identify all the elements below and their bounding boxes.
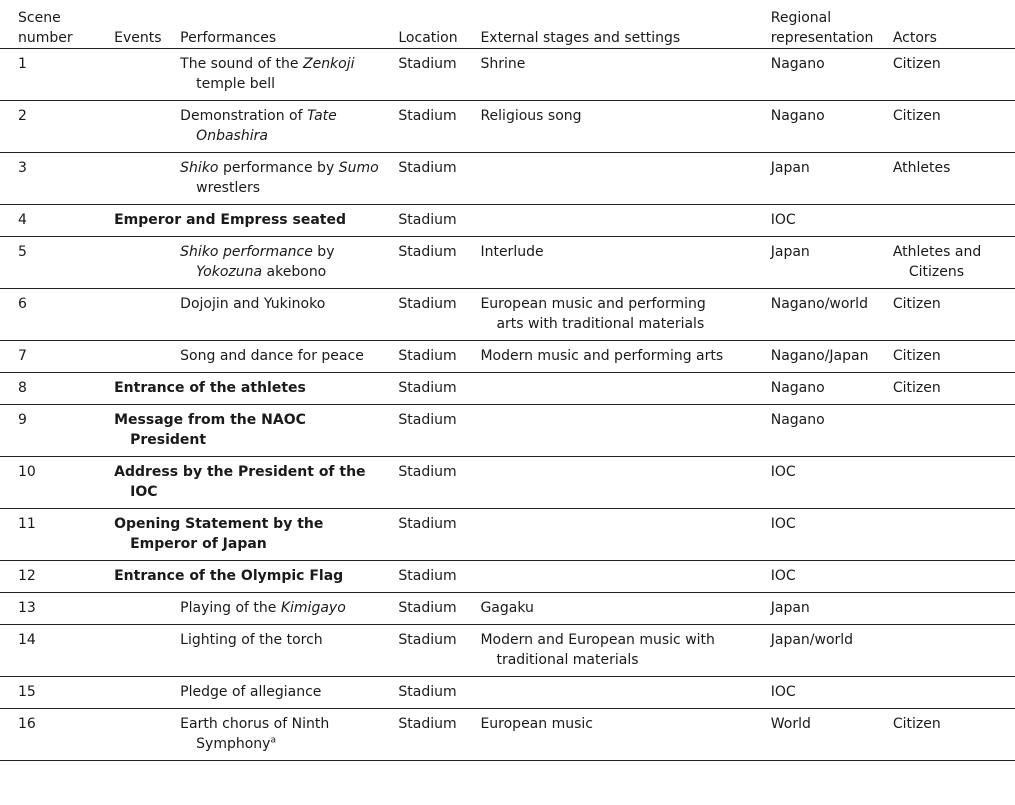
table-row: [0, 457, 1015, 509]
cell-scene-number-text: 2: [18, 108, 27, 124]
cell-performance-text: Song and dance for peace: [180, 348, 364, 364]
cell-regional-representation-text: Nagano/world: [770, 296, 868, 312]
cell-scene-number-text: 5: [18, 244, 27, 260]
cell-regional-representation-text: Nagano: [770, 412, 825, 428]
cell-regional-representation: [771, 341, 893, 373]
cell-performance: [180, 289, 398, 341]
cell-event: [114, 341, 180, 373]
cell-regional-representation: [771, 373, 893, 405]
cell-regional-representation: [771, 625, 893, 677]
cell-location: [398, 457, 480, 509]
cell-regional-representation-text: Japan: [770, 160, 810, 176]
cell-actors-text: Citizen: [892, 348, 941, 364]
cell-location: [398, 289, 480, 341]
cell-regional-representation-text: IOC: [770, 684, 796, 700]
cell-location-text: Stadium: [398, 632, 457, 648]
cell-actors: [893, 153, 1015, 205]
table-body: [0, 49, 1015, 761]
cell-location-text: Stadium: [398, 568, 457, 584]
cell-actors-text: Citizen: [892, 108, 941, 124]
cell-scene-number: [0, 237, 114, 289]
cell-actors: [893, 509, 1015, 561]
cell-external-stage: [480, 561, 770, 593]
cell-scene-number: [0, 405, 114, 457]
cell-location: [398, 625, 480, 677]
cell-regional-representation: [771, 405, 893, 457]
cell-event: [114, 153, 180, 205]
cell-scene-number: [0, 101, 114, 153]
cell-regional-representation-text: World: [770, 716, 811, 732]
cell-external-stage-text: Religious song: [480, 108, 582, 124]
cell-performance-text: Shiko performance by Sumo wrestlers: [180, 160, 379, 196]
cell-performance-text: Earth chorus of Ninth Symphony$^a$: [180, 716, 330, 752]
cell-location: [398, 341, 480, 373]
cell-location-text: Stadium: [398, 108, 457, 124]
cell-actors-text: Citizen: [892, 716, 941, 732]
cell-performance: [180, 625, 398, 677]
cell-scene-number: [0, 153, 114, 205]
cell-scene-number-text: 12: [18, 568, 36, 584]
cell-location: [398, 677, 480, 709]
cell-location: [398, 405, 480, 457]
cell-event: [114, 237, 180, 289]
cell-regional-representation-text: IOC: [770, 464, 796, 480]
cell-scene-number: [0, 677, 114, 709]
cell-regional-representation-text: Japan: [770, 244, 810, 260]
cell-scene-number: [0, 341, 114, 373]
cell-performance: [180, 709, 398, 761]
cell-event: [114, 677, 180, 709]
cell-external-stage: [480, 205, 770, 237]
cell-actors: [893, 205, 1015, 237]
cell-actors-text: Citizen: [892, 296, 941, 312]
cell-location: [398, 561, 480, 593]
cell-actors: [893, 405, 1015, 457]
cell-regional-representation: [771, 709, 893, 761]
cell-location: [398, 153, 480, 205]
cell-location-text: Stadium: [398, 56, 457, 72]
cell-regional-representation: [771, 677, 893, 709]
header-actors: Actors: [892, 30, 937, 46]
cell-regional-representation: [771, 561, 893, 593]
cell-actors-text: Athletes: [892, 160, 951, 176]
cell-scene-number-text: 14: [18, 632, 36, 648]
cell-event-text: Address by the President of the IOC: [114, 464, 366, 500]
cell-location: [398, 373, 480, 405]
cell-performance-text: Lighting of the torch: [180, 632, 323, 648]
cell-external-stage: [480, 101, 770, 153]
cell-location-text: Stadium: [398, 412, 457, 428]
cell-event-text: Emperor and Empress seated: [114, 212, 346, 228]
cell-location-text: Stadium: [398, 160, 457, 176]
cell-regional-representation: [771, 457, 893, 509]
cell-location: [398, 101, 480, 153]
header-row: [0, 0, 1015, 49]
cell-regional-representation: [771, 153, 893, 205]
cell-regional-representation: [771, 237, 893, 289]
table-row: [0, 49, 1015, 101]
cell-performance-text: The sound of the Zenkoji temple bell: [180, 56, 355, 92]
cell-scene-number: [0, 709, 114, 761]
cell-location-text: Stadium: [398, 244, 457, 260]
cell-event: [114, 101, 180, 153]
cell-actors-text: Citizen: [892, 56, 941, 72]
cell-scene-number: [0, 49, 114, 101]
cell-performance: [180, 677, 398, 709]
cell-external-stage: [480, 677, 770, 709]
cell-actors: [893, 289, 1015, 341]
cell-location-text: Stadium: [398, 212, 457, 228]
cell-scene-number: [0, 561, 114, 593]
cell-location-text: Stadium: [398, 296, 457, 312]
cell-performance: [180, 49, 398, 101]
cell-external-stage: [480, 457, 770, 509]
cell-location-text: Stadium: [398, 600, 457, 616]
cell-external-stage: [480, 237, 770, 289]
cell-location-text: Stadium: [398, 464, 457, 480]
cell-performance-text: Shiko performance by Yokozuna akebono: [180, 244, 335, 280]
cell-scene-number-text: 10: [18, 464, 36, 480]
cell-scene-number: [0, 457, 114, 509]
cell-location: [398, 593, 480, 625]
cell-performance: [180, 341, 398, 373]
header-scene-number: Scene number: [18, 10, 73, 46]
cell-regional-representation: [771, 289, 893, 341]
cell-event: [114, 625, 180, 677]
cell-regional-representation: [771, 509, 893, 561]
cell-actors: [893, 49, 1015, 101]
cell-location: [398, 237, 480, 289]
table-row: [0, 593, 1015, 625]
cell-scene-number-text: 3: [18, 160, 27, 176]
table-row: [0, 509, 1015, 561]
cell-external-stage: [480, 709, 770, 761]
cell-scene-number-text: 6: [18, 296, 27, 312]
cell-scene-number-text: 1: [18, 56, 27, 72]
cell-scene-number-text: 8: [18, 380, 27, 396]
table-header: [0, 0, 1015, 49]
header-regional-representation: Regional representation: [770, 10, 874, 46]
cell-location-text: Stadium: [398, 348, 457, 364]
cell-scene-number-text: 9: [18, 412, 27, 428]
table-row: [0, 237, 1015, 289]
cell-actors: [893, 709, 1015, 761]
cell-performance: [180, 153, 398, 205]
cell-regional-representation-text: Nagano/Japan: [770, 348, 869, 364]
cell-external-stage-text: Modern and European music with traditional materials: [480, 632, 715, 668]
table-row: [0, 625, 1015, 677]
table-row: [0, 289, 1015, 341]
cell-actors-text: Citizen: [892, 380, 941, 396]
cell-external-stage: [480, 341, 770, 373]
cell-regional-representation-text: Nagano: [770, 380, 825, 396]
cell-scene-number: [0, 509, 114, 561]
cell-location: [398, 205, 480, 237]
cell-event: [114, 593, 180, 625]
cell-external-stage-text: Modern music and performing arts: [480, 348, 724, 364]
table-row: [0, 373, 1015, 405]
cell-external-stage-text: Interlude: [480, 244, 544, 260]
cell-actors: [893, 625, 1015, 677]
cell-external-stage: [480, 289, 770, 341]
cell-location-text: Stadium: [398, 716, 457, 732]
cell-scene-number-text: 15: [18, 684, 36, 700]
cell-regional-representation: [771, 49, 893, 101]
cell-scene-number: [0, 373, 114, 405]
cell-event-text: Entrance of the Olympic Flag: [114, 568, 344, 584]
cell-location: [398, 509, 480, 561]
cell-event: [114, 457, 398, 509]
table-row: [0, 153, 1015, 205]
header-events: Events: [114, 30, 162, 46]
cell-location: [398, 49, 480, 101]
cell-performance-text: Pledge of allegiance: [180, 684, 322, 700]
table-row: [0, 205, 1015, 237]
cell-regional-representation-text: Nagano: [770, 108, 825, 124]
cell-scene-number: [0, 289, 114, 341]
cell-event: [114, 373, 398, 405]
cell-performance: [180, 101, 398, 153]
cell-scene-number: [0, 205, 114, 237]
cell-actors: [893, 593, 1015, 625]
cell-event: [114, 709, 180, 761]
cell-scene-number-text: 7: [18, 348, 27, 364]
cell-location-text: Stadium: [398, 516, 457, 532]
cell-regional-representation-text: Japan: [770, 600, 810, 616]
cell-external-stage: [480, 153, 770, 205]
cell-scene-number-text: 16: [18, 716, 36, 732]
cell-external-stage: [480, 509, 770, 561]
table-row: [0, 677, 1015, 709]
cell-actors: [893, 101, 1015, 153]
cell-actors: [893, 237, 1015, 289]
cell-performance-text: Demonstration of Tate Onbashira: [180, 108, 337, 144]
cell-external-stage-text: Shrine: [480, 56, 526, 72]
cell-external-stage: [480, 405, 770, 457]
cell-external-stage-text: European music: [480, 716, 593, 732]
cell-location: [398, 709, 480, 761]
cell-location-text: Stadium: [398, 684, 457, 700]
cell-location-text: Stadium: [398, 380, 457, 396]
cell-regional-representation: [771, 205, 893, 237]
header-location: Location: [398, 30, 458, 46]
table-row: [0, 341, 1015, 373]
cell-event-text: Entrance of the athletes: [114, 380, 306, 396]
cell-performance: [180, 593, 398, 625]
cell-actors: [893, 677, 1015, 709]
cell-external-stage: [480, 593, 770, 625]
cell-external-stage: [480, 625, 770, 677]
cell-regional-representation: [771, 593, 893, 625]
cell-event-text: Opening Statement by the Emperor of Japan: [114, 516, 324, 552]
cell-event: [114, 289, 180, 341]
cell-scene-number: [0, 593, 114, 625]
header-external-stages: External stages and settings: [480, 30, 681, 46]
cell-scene-number-text: 13: [18, 600, 36, 616]
cell-event-text: Message from the NAOC President: [114, 412, 306, 448]
table-row: [0, 709, 1015, 761]
cell-event: [114, 561, 398, 593]
cell-event: [114, 509, 398, 561]
cell-actors: [893, 561, 1015, 593]
cell-regional-representation-text: IOC: [770, 516, 796, 532]
cell-scene-number-text: 11: [18, 516, 36, 532]
cell-regional-representation-text: Japan/world: [770, 632, 854, 648]
cell-regional-representation: [771, 101, 893, 153]
table-row: [0, 101, 1015, 153]
cell-scene-number-text: 4: [18, 212, 27, 228]
cell-external-stage: [480, 49, 770, 101]
cell-event: [114, 205, 398, 237]
cell-performance: [180, 237, 398, 289]
cell-regional-representation-text: IOC: [770, 212, 796, 228]
cell-regional-representation-text: Nagano: [770, 56, 825, 72]
cell-actors: [893, 457, 1015, 509]
cell-actors: [893, 341, 1015, 373]
table-row: [0, 405, 1015, 457]
cell-regional-representation-text: IOC: [770, 568, 796, 584]
cell-external-stage: [480, 373, 770, 405]
header-performances: Performances: [180, 30, 277, 46]
cell-actors-text: Athletes and Citizens: [892, 244, 982, 280]
cell-external-stage-text: European music and performing arts with traditional materials: [480, 296, 706, 332]
cell-performance-text: Playing of the Kimigayo: [180, 600, 346, 616]
table-row: [0, 561, 1015, 593]
cell-event: [114, 405, 398, 457]
cell-performance-text: Dojojin and Yukinoko: [180, 296, 326, 312]
cell-external-stage-text: Gagaku: [480, 600, 534, 616]
cell-event: [114, 49, 180, 101]
cell-actors: [893, 373, 1015, 405]
cell-scene-number: [0, 625, 114, 677]
